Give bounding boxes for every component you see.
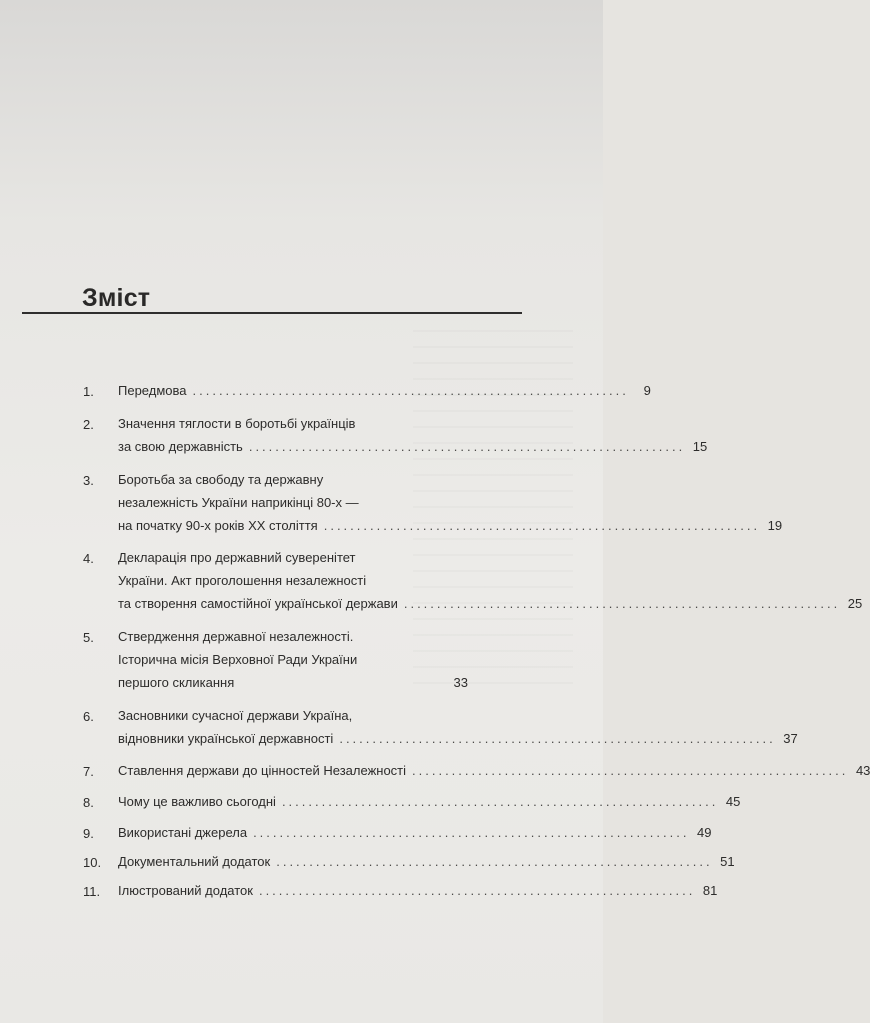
leader-dots: ..................................................................: [323, 518, 761, 533]
leader-dots: ..................................................................: [258, 883, 696, 898]
toc-line: [118, 596, 863, 611]
toc-line-text: та створення самостійної української держави: [118, 596, 398, 611]
toc-line: [118, 794, 741, 809]
toc-line-text: Історична місія Верховної Ради України: [118, 652, 358, 667]
toc-number: 6.: [83, 709, 94, 724]
toc-line-text: за свою державність: [118, 439, 243, 454]
toc-line: [118, 439, 708, 454]
toc-line-text: незалежність України наприкінці 80-х —: [118, 495, 359, 510]
toc-page-number: 51: [720, 854, 735, 869]
toc-page-number: 49: [696, 825, 712, 840]
toc-line-text: Використані джерела: [118, 825, 248, 840]
toc-line-text: України. Акт проголошення незалежності: [118, 573, 367, 588]
toc-line-text: Значення тяглости в боротьбі українців: [118, 416, 356, 431]
toc-line: [118, 825, 712, 840]
toc-line-text: Документальний додаток: [118, 854, 271, 869]
toc-line: [118, 676, 468, 689]
toc-line-text: Передмова: [118, 383, 187, 398]
leader-dots: ..................................................................: [412, 763, 849, 778]
toc-number: 8.: [83, 795, 94, 810]
toc-number: 5.: [83, 630, 94, 645]
toc-page-number: 25: [847, 596, 863, 611]
toc-page-number: 9: [643, 383, 651, 398]
leader-dots: ..................................................................: [276, 854, 713, 869]
toc-page-number: 81: [702, 883, 718, 898]
toc-page-number: 45: [725, 794, 741, 809]
toc-line-text: відновники української державності: [118, 731, 334, 746]
toc-line-text: першого скликання: [118, 675, 235, 690]
toc-line: [118, 854, 735, 869]
toc-line-text: Засновники сучасної держави Україна,: [118, 708, 353, 723]
toc-line-text: Чому це важливо сьогодні: [118, 794, 276, 809]
toc-page-number: 33: [453, 675, 468, 690]
toc-line: [118, 763, 870, 778]
leader-dots: ..................................................................: [248, 439, 686, 454]
toc-number: 9.: [83, 826, 94, 841]
toc-page-number: 37: [783, 731, 798, 746]
leader-dots: ..................................................................: [403, 596, 841, 611]
toc-line-text: Ствердження державної незалежності.: [118, 629, 354, 644]
toc-line: [118, 731, 798, 746]
leader-dots: ..................................................................: [192, 383, 629, 398]
toc-line: [118, 518, 783, 533]
toc-line: [118, 383, 651, 398]
toc-line: [118, 883, 718, 898]
toc-line-text: на початку 90-х років XX століття: [118, 518, 318, 533]
toc-number: 4.: [83, 551, 94, 566]
toc-line-text: Ілюстрований додаток: [118, 883, 253, 898]
toc-number: 2.: [83, 417, 94, 432]
toc-number: 11.: [83, 884, 101, 899]
toc-line-text: Ставлення держави до цінностей Незалежності: [118, 763, 407, 778]
toc-number: 7.: [83, 764, 94, 779]
toc-line-text: Боротьба за свободу та державну: [118, 472, 324, 487]
toc-number: 1.: [83, 384, 94, 399]
leader-dots: ..................................................................: [253, 825, 690, 840]
leader-dots: ..................................................................: [281, 794, 719, 809]
toc-number: 3.: [83, 473, 94, 488]
toc-page-number: 19: [767, 518, 783, 533]
page-title: Зміст: [82, 284, 151, 312]
toc-line-text: Декларація про державний суверенітет: [118, 550, 356, 565]
toc-page-number: 43: [855, 763, 870, 778]
toc-page-number: 15: [692, 439, 708, 454]
toc-number: 10.: [83, 855, 102, 870]
leader-dots: ..................................................................: [339, 731, 776, 746]
